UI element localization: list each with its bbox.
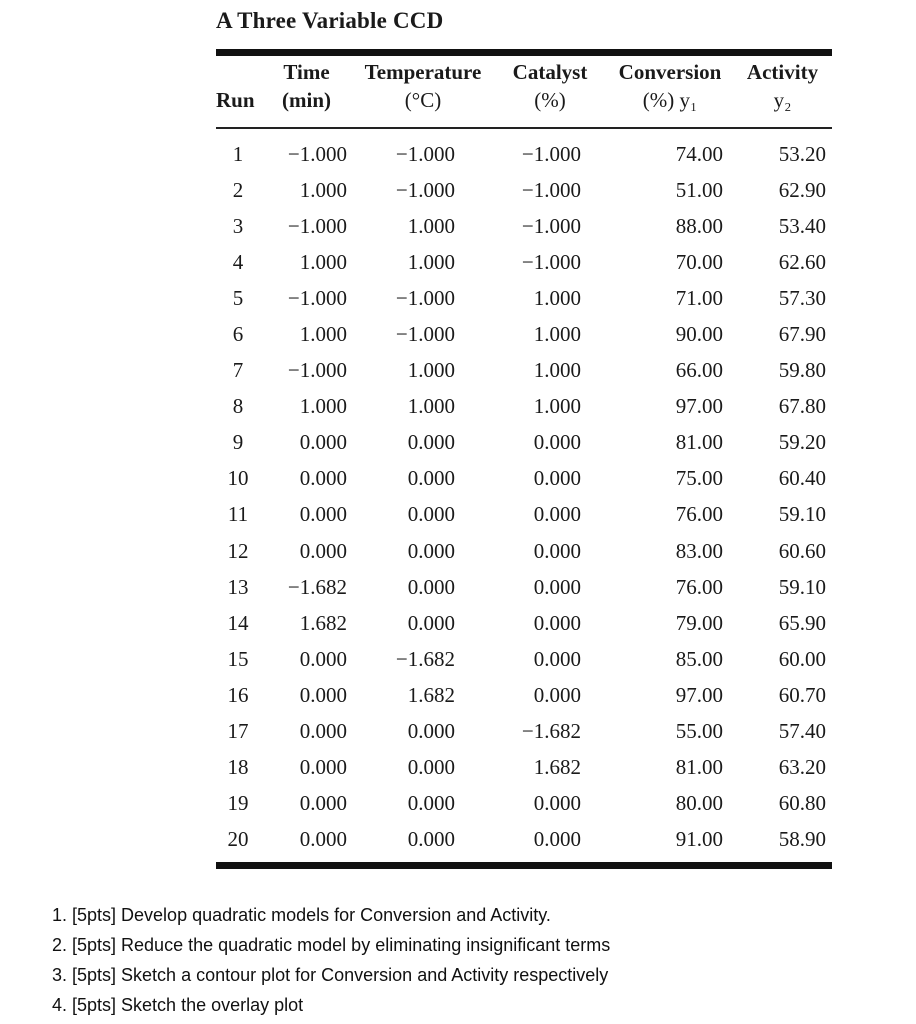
cell-temperature: −1.000 xyxy=(395,177,455,202)
cell-conversion: 97.00 xyxy=(675,394,723,419)
cell-time: 0.000 xyxy=(299,755,347,780)
cell-run: 2 xyxy=(232,177,244,202)
table-title: A Three Variable CCD xyxy=(216,8,444,33)
table-row xyxy=(216,641,832,677)
cell-conversion: 76.00 xyxy=(675,574,723,599)
cell-time: 1.000 xyxy=(299,249,347,274)
header-time: Time xyxy=(283,60,330,84)
cell-time: 0.000 xyxy=(299,502,347,527)
cell-conversion: 79.00 xyxy=(675,610,723,635)
cell-catalyst: 1.000 xyxy=(533,358,581,383)
cell-time: −1.000 xyxy=(287,285,347,310)
cell-time: 0.000 xyxy=(299,466,347,491)
cell-time: 1.000 xyxy=(299,177,347,202)
cell-run: 10 xyxy=(227,466,249,491)
table-row xyxy=(216,208,832,244)
bottom-rule xyxy=(216,862,832,869)
header-catalyst: Catalyst xyxy=(512,60,588,84)
header-catalyst-unit: (%) xyxy=(534,88,566,112)
cell-temperature: 0.000 xyxy=(407,791,455,816)
cell-conversion: 81.00 xyxy=(675,755,723,780)
ccd-table xyxy=(216,58,832,858)
cell-temperature: 1.682 xyxy=(407,682,455,707)
table-row xyxy=(216,244,832,280)
table-row xyxy=(216,461,832,497)
table-row xyxy=(216,425,832,461)
cell-catalyst: 1.000 xyxy=(533,285,581,310)
cell-conversion: 51.00 xyxy=(675,177,723,202)
cell-catalyst: 0.000 xyxy=(533,466,581,491)
header-run-blank xyxy=(216,58,260,86)
table-row xyxy=(216,497,832,533)
header-conversion-unit: (%) y₁ xyxy=(642,88,698,112)
cell-time: 1.000 xyxy=(299,322,347,347)
cell-activity: 59.80 xyxy=(778,358,826,383)
cell-run: 7 xyxy=(232,358,244,383)
cell-conversion: 74.00 xyxy=(675,141,723,166)
cell-run: 14 xyxy=(227,610,249,635)
header-temperature-unit: (°C) xyxy=(404,88,442,112)
cell-run: 13 xyxy=(227,574,249,599)
cell-run: 20 xyxy=(227,827,249,852)
cell-activity: 60.40 xyxy=(778,466,826,491)
table-row xyxy=(216,569,832,605)
cell-activity: 60.70 xyxy=(778,682,826,707)
cell-catalyst: 0.000 xyxy=(533,502,581,527)
cell-time: −1.000 xyxy=(287,358,347,383)
cell-temperature: 0.000 xyxy=(407,538,455,563)
table-row xyxy=(216,605,832,641)
cell-time: −1.682 xyxy=(287,574,347,599)
cell-temperature: 0.000 xyxy=(407,827,455,852)
cell-activity: 65.90 xyxy=(778,610,826,635)
cell-conversion: 85.00 xyxy=(675,646,723,671)
cell-run: 11 xyxy=(227,502,249,527)
cell-catalyst: −1.000 xyxy=(521,177,581,202)
cell-run: 3 xyxy=(232,213,244,238)
cell-catalyst: 0.000 xyxy=(533,827,581,852)
cell-temperature: 0.000 xyxy=(407,610,455,635)
cell-conversion: 71.00 xyxy=(675,285,723,310)
cell-temperature: −1.682 xyxy=(395,646,455,671)
table-row xyxy=(216,353,832,389)
cell-time: 1.682 xyxy=(299,610,347,635)
cell-run: 12 xyxy=(227,538,249,563)
cell-activity: 59.20 xyxy=(778,430,826,455)
header-activity-unit: y₂ xyxy=(773,88,792,112)
cell-activity: 60.00 xyxy=(778,646,826,671)
question-list xyxy=(52,900,610,1020)
table-row xyxy=(216,172,832,208)
top-rule xyxy=(216,49,832,56)
cell-temperature: 1.000 xyxy=(407,213,455,238)
cell-catalyst: 0.000 xyxy=(533,430,581,455)
cell-catalyst: 1.000 xyxy=(533,322,581,347)
cell-catalyst: 0.000 xyxy=(533,646,581,671)
cell-catalyst: 0.000 xyxy=(533,791,581,816)
cell-activity: 67.90 xyxy=(778,322,826,347)
cell-activity: 67.80 xyxy=(778,394,826,419)
cell-activity: 63.20 xyxy=(778,755,826,780)
cell-temperature: 0.000 xyxy=(407,719,455,744)
table-row xyxy=(216,786,832,822)
cell-activity: 62.90 xyxy=(778,177,826,202)
table-row xyxy=(216,677,832,713)
cell-run: 18 xyxy=(227,755,249,780)
header-time-unit: (min) xyxy=(282,88,331,112)
cell-time: −1.000 xyxy=(287,141,347,166)
table-row xyxy=(216,280,832,316)
table-row xyxy=(216,750,832,786)
cell-temperature: 0.000 xyxy=(407,574,455,599)
cell-conversion: 76.00 xyxy=(675,502,723,527)
cell-activity: 53.40 xyxy=(778,213,826,238)
table-row xyxy=(216,822,832,858)
cell-activity: 60.80 xyxy=(778,791,826,816)
table-row xyxy=(216,714,832,750)
header-run: Run xyxy=(216,88,255,112)
cell-catalyst: −1.000 xyxy=(521,141,581,166)
table-row xyxy=(216,389,832,425)
question-item: 3. [5pts] Sketch a contour plot for Conversion and Activity respectively xyxy=(52,965,609,985)
cell-time: 1.000 xyxy=(299,394,347,419)
cell-run: 8 xyxy=(232,394,244,419)
cell-conversion: 81.00 xyxy=(675,430,723,455)
cell-time: 0.000 xyxy=(299,791,347,816)
cell-time: 0.000 xyxy=(299,827,347,852)
cell-time: −1.000 xyxy=(287,213,347,238)
question-item: 2. [5pts] Reduce the quadratic model by eliminating insignificant terms xyxy=(52,935,611,955)
cell-time: 0.000 xyxy=(299,719,347,744)
cell-activity: 62.60 xyxy=(778,249,826,274)
cell-conversion: 80.00 xyxy=(675,791,723,816)
cell-activity: 57.40 xyxy=(778,719,826,744)
cell-catalyst: 1.682 xyxy=(533,755,581,780)
cell-catalyst: 0.000 xyxy=(533,610,581,635)
cell-time: 0.000 xyxy=(299,682,347,707)
cell-conversion: 83.00 xyxy=(675,538,723,563)
cell-conversion: 90.00 xyxy=(675,322,723,347)
cell-catalyst: 1.000 xyxy=(533,394,581,419)
cell-temperature: 1.000 xyxy=(407,358,455,383)
cell-run: 9 xyxy=(232,430,244,455)
table-row xyxy=(216,136,832,172)
question-item: 4. [5pts] Sketch the overlay plot xyxy=(52,995,304,1015)
table-row xyxy=(216,316,832,352)
cell-activity: 60.60 xyxy=(778,538,826,563)
cell-run: 16 xyxy=(227,682,249,707)
cell-temperature: −1.000 xyxy=(395,141,455,166)
cell-run: 15 xyxy=(227,646,249,671)
cell-activity: 53.20 xyxy=(778,141,826,166)
header-rule xyxy=(216,127,832,129)
header-temperature: Temperature xyxy=(364,60,482,84)
cell-activity: 59.10 xyxy=(778,574,826,599)
cell-temperature: 1.000 xyxy=(407,249,455,274)
header-activity: Activity xyxy=(746,60,819,84)
cell-run: 5 xyxy=(232,285,244,310)
cell-run: 19 xyxy=(227,791,249,816)
cell-temperature: −1.000 xyxy=(395,322,455,347)
cell-conversion: 91.00 xyxy=(675,827,723,852)
cell-conversion: 97.00 xyxy=(675,682,723,707)
cell-conversion: 55.00 xyxy=(675,719,723,744)
cell-temperature: 1.000 xyxy=(407,394,455,419)
cell-time: 0.000 xyxy=(299,430,347,455)
cell-catalyst: 0.000 xyxy=(533,574,581,599)
cell-conversion: 66.00 xyxy=(675,358,723,383)
cell-activity: 59.10 xyxy=(778,502,826,527)
cell-catalyst: 0.000 xyxy=(533,538,581,563)
cell-run: 1 xyxy=(232,141,244,166)
cell-temperature: 0.000 xyxy=(407,502,455,527)
cell-temperature: −1.000 xyxy=(395,285,455,310)
cell-activity: 57.30 xyxy=(778,285,826,310)
cell-conversion: 75.00 xyxy=(675,466,723,491)
cell-temperature: 0.000 xyxy=(407,466,455,491)
cell-time: 0.000 xyxy=(299,538,347,563)
cell-catalyst: 0.000 xyxy=(533,682,581,707)
cell-temperature: 0.000 xyxy=(407,430,455,455)
cell-activity: 58.90 xyxy=(778,827,826,852)
cell-run: 4 xyxy=(232,249,244,274)
cell-catalyst: −1.682 xyxy=(521,719,581,744)
cell-time: 0.000 xyxy=(299,646,347,671)
cell-catalyst: −1.000 xyxy=(521,249,581,274)
question-item: 1. [5pts] Develop quadratic models for Conversion and Activity. xyxy=(52,905,551,925)
cell-temperature: 0.000 xyxy=(407,755,455,780)
cell-run: 6 xyxy=(232,322,244,347)
table-body xyxy=(216,136,832,858)
cell-catalyst: −1.000 xyxy=(521,213,581,238)
cell-conversion: 70.00 xyxy=(675,249,723,274)
header-conversion: Conversion xyxy=(618,60,722,84)
cell-conversion: 88.00 xyxy=(675,213,723,238)
table-row xyxy=(216,533,832,569)
cell-run: 17 xyxy=(227,719,249,744)
